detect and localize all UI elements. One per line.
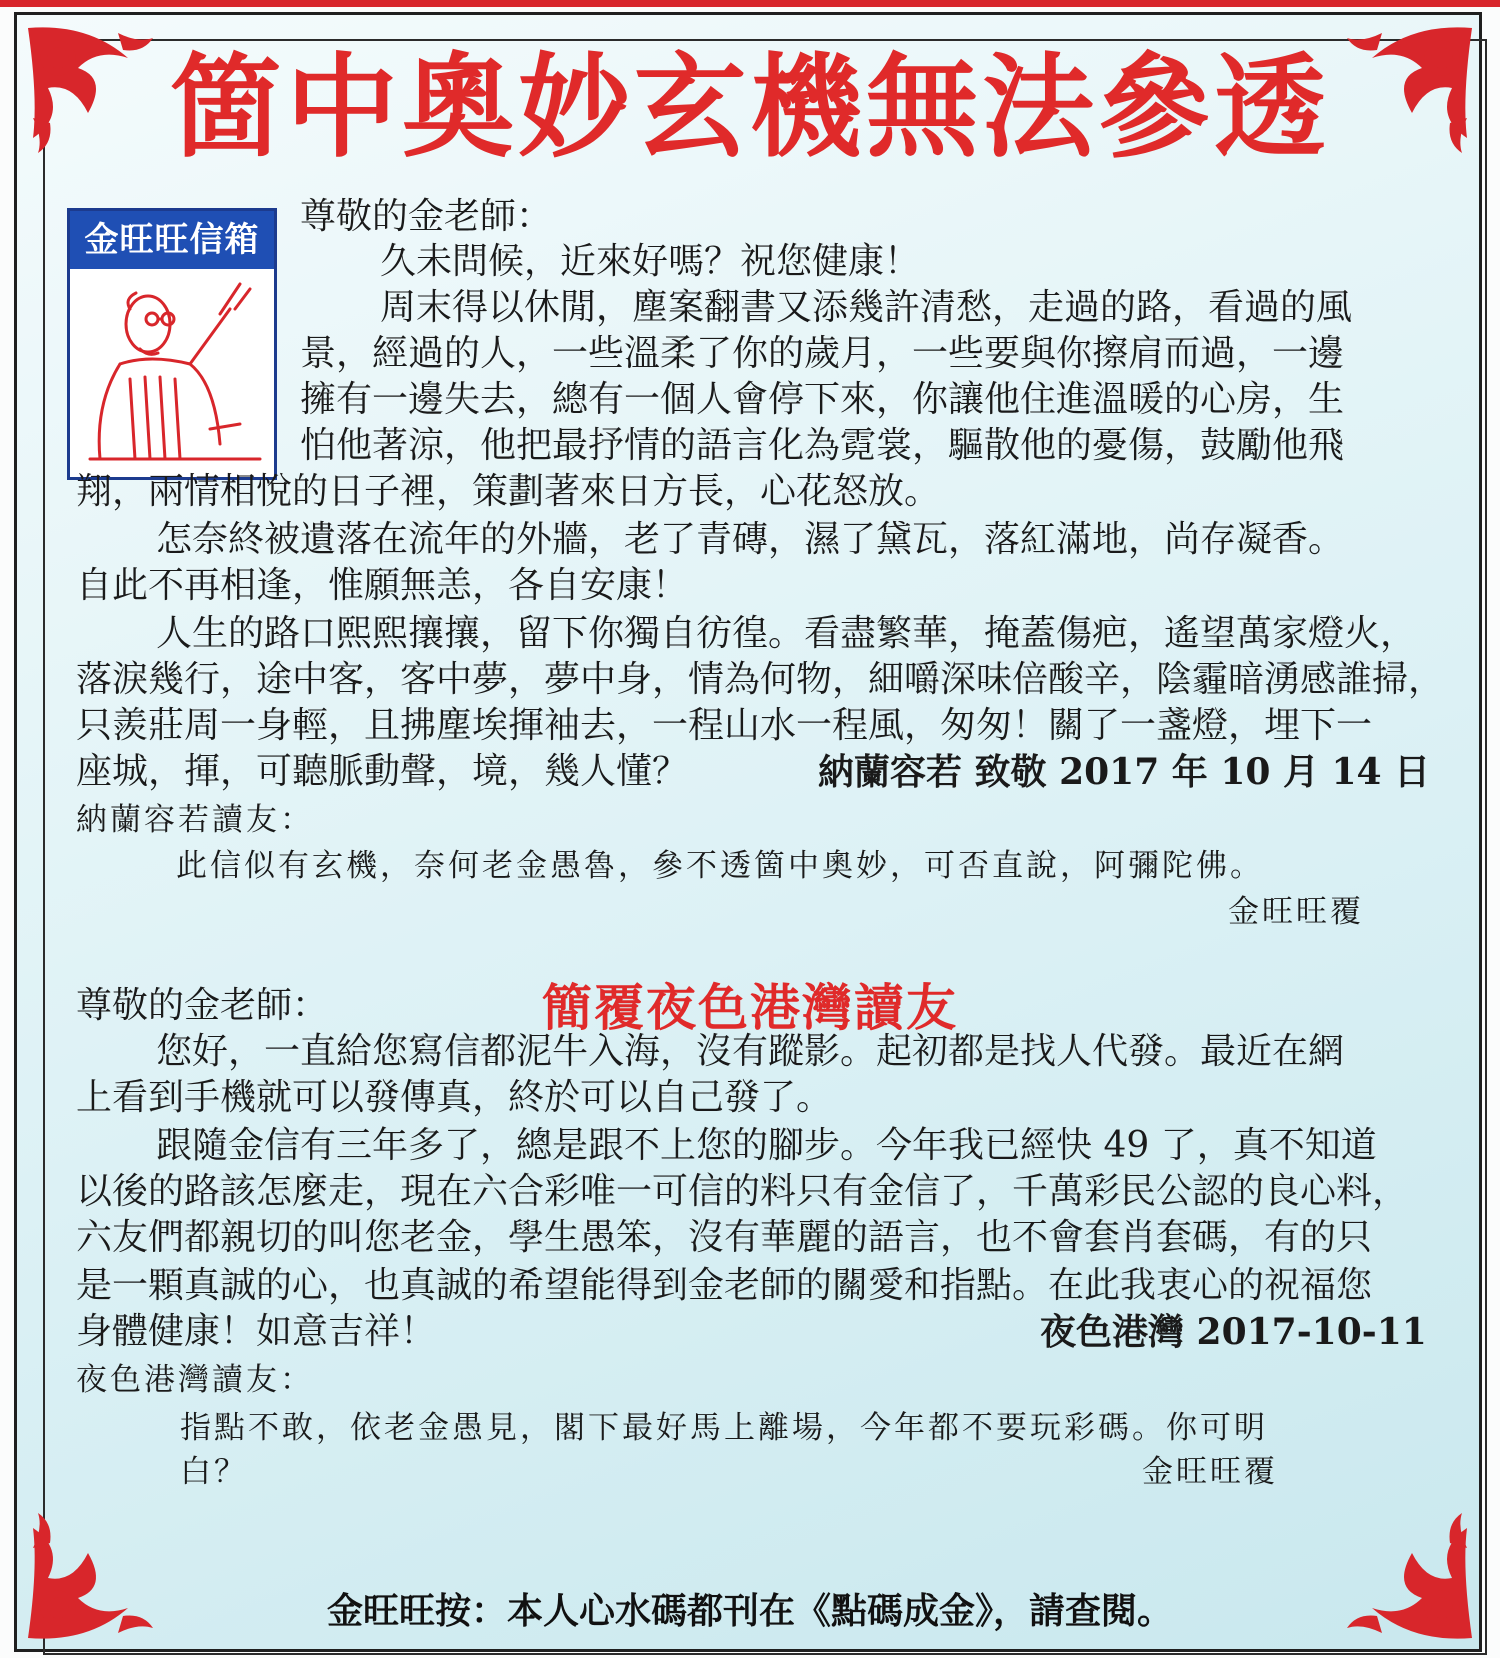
letter2-signature: 夜色港灣 2017-10-11 xyxy=(1040,1311,1427,1353)
page-title: 箇中奧妙玄機無法參透 xyxy=(170,43,1330,173)
letter1-signature: 納蘭容若 致敬 2017 年 10 月 14 日 xyxy=(818,751,1431,793)
section-heading: 簡覆夜色港灣讀友 xyxy=(542,978,958,1037)
letter2-line: 上看到手機就可以發傳真，終於可以自己發了。 xyxy=(76,1077,833,1118)
column-badge xyxy=(67,208,277,480)
footer-note: 金旺旺按：本人心水碼都刊在《點碼成金》，請查閱。 xyxy=(326,1591,1173,1632)
letter1-line: 怎奈終被遺落在流年的外牆，老了青磚，濕了黛瓦，落紅滿地，尚存凝香。 xyxy=(156,519,1345,560)
letter2-salutation: 尊敬的金老師： xyxy=(76,985,329,1026)
reply2-sign: 金旺旺覆 xyxy=(1142,1454,1278,1490)
reply2-line: 白？ xyxy=(180,1454,248,1490)
letter1-line: 座城，揮，可聽脈動聲，境，幾人懂？ xyxy=(76,751,689,792)
letter2-line: 您好，一直給您寫信都泥牛入海，沒有蹤影。起初都是找人代發。最近在網 xyxy=(156,1031,1345,1072)
top-rule xyxy=(0,0,1500,7)
letter1-line: 翔，兩情相悅的日子裡，策劃著來日方長，心花怒放。 xyxy=(76,471,941,512)
letter2-line: 是一顆真誠的心，也真誠的希望能得到金老師的關愛和指點。在此我衷心的祝福您 xyxy=(76,1265,1373,1306)
letter1-line: 周末得以休閒，塵案翻書又添幾許清愁，走過的路，看過的風 xyxy=(380,287,1353,328)
letter1-line: 景，經過的人，一些溫柔了你的歲月，一些要與你擦肩而過，一邊 xyxy=(300,333,1345,374)
letter2-line: 六友們都親切的叫您老金，學生愚笨，沒有華麗的語言，也不會套肖套碼，有的只 xyxy=(76,1217,1373,1258)
reply1-salutation: 納蘭容若讀友： xyxy=(76,802,314,838)
letter2-line: 以後的路該怎麼走，現在六合彩唯一可信的料只有金信了，千萬彩民公認的良心料， xyxy=(76,1171,1409,1212)
letter2-line: 身體健康！如意吉祥！ xyxy=(76,1311,437,1352)
letter1-line: 擁有一邊失去，總有一個人會停下來，你讓他住進溫暖的心房，生 xyxy=(300,379,1345,420)
letter1-line: 怕他著涼，他把最抒情的語言化為霓裳，驅散他的憂傷，鼓勵他飛 xyxy=(300,425,1345,466)
letter1-salutation: 尊敬的金老師： xyxy=(300,196,553,237)
letter1-line: 自此不再相逢，惟願無恙，各自安康！ xyxy=(76,565,689,606)
reply1-text: 此信似有玄機，奈何老金愚魯，參不透箇中奧妙，可否直說，阿彌陀佛。 xyxy=(176,848,1264,884)
letter1-line: 人生的路口熙熙攘攘，留下你獨自彷徨。看盡繁華，掩蓋傷疤，遙望萬家燈火， xyxy=(156,613,1417,654)
letter2-line: 跟隨金信有三年多了，總是跟不上您的腳步。今年我已經快 49 了，真不知道 xyxy=(156,1125,1377,1166)
letter1-line: 久未問候，近來好嗎？祝您健康！ xyxy=(380,241,921,282)
column-badge-title: 金旺旺信箱 xyxy=(70,211,274,269)
reply2-line: 指點不敢，依老金愚見，閣下最好馬上離場，今年都不要玩彩碼。你可明 xyxy=(180,1410,1268,1446)
columnist-illustration-icon xyxy=(70,269,274,477)
reply2-salutation: 夜色港灣讀友： xyxy=(76,1362,314,1398)
reply1-sign: 金旺旺覆 xyxy=(1228,894,1364,930)
letter1-line: 只羨莊周一身輕，且拂塵埃揮袖去，一程山水一程風，匆匆！關了一盞燈，埋下一 xyxy=(76,705,1373,746)
letter1-line: 落淚幾行，途中客，客中夢，夢中身，情為何物，細嚼深味倍酸辛，陰霾暗湧感誰掃， xyxy=(76,659,1445,700)
